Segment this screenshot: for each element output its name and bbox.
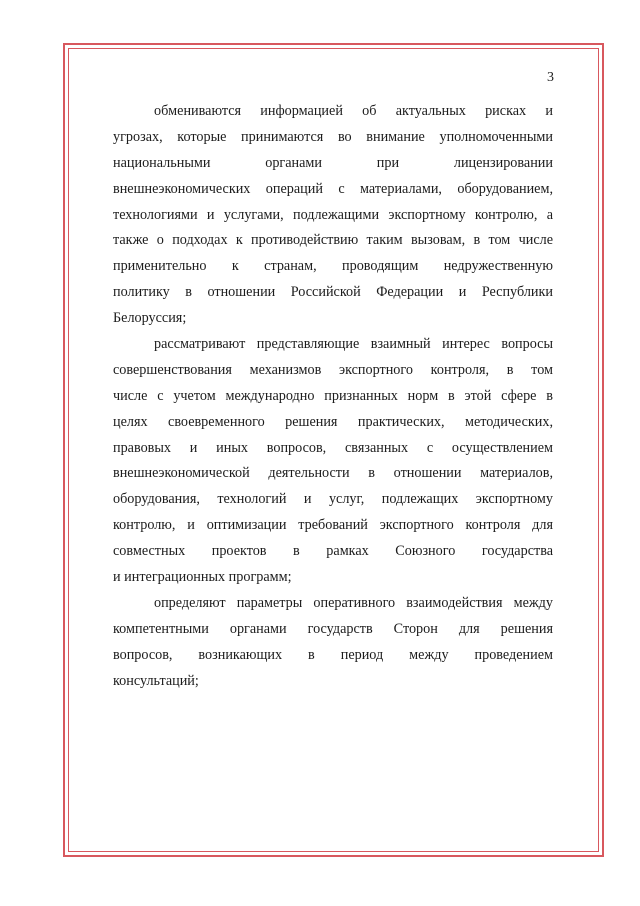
text-line: совершенствования механизмов экспортного контроля, в том	[113, 361, 553, 378]
text-line: консультаций;	[113, 672, 199, 689]
text-line: совместных проектов в рамках Союзного государства	[113, 543, 553, 560]
text-line: оборудования, технологий и услуг, подлежащих экспортному	[113, 491, 553, 508]
text-line: контролю, и оптимизации требований экспортного контроля для	[113, 517, 553, 534]
text-line: числе с учетом международно признанных норм в этой сфере в	[113, 387, 553, 404]
document-body	[113, 102, 553, 697]
page-number: 3	[547, 70, 554, 85]
text-line: рассматривают представляющие взаимный интерес вопросы	[154, 336, 553, 353]
text-line: политику в отношении Российской Федерации и Республики	[113, 284, 553, 301]
text-line: компетентными органами государств Сторон для решения	[113, 620, 553, 637]
text-line: внешнеэкономических операций с материалами, оборудованием,	[113, 180, 553, 197]
text-line: применительно к странам, проводящим недружественную	[113, 258, 553, 275]
text-line: также о подходах к противодействию таким вызовам, в том числе	[113, 232, 553, 249]
text-line: определяют параметры оперативного взаимодействия между	[154, 594, 553, 611]
text-line: внешнеэкономической деятельности в отношении материалов,	[113, 465, 553, 482]
text-line: обмениваются информацией об актуальных рисках и	[154, 103, 553, 119]
text-line: целях своевременного решения практических, методических,	[113, 413, 553, 430]
text-line: национальными органами при лицензировании	[113, 154, 553, 171]
text-line: угрозах, которые принимаются во внимание уполномоченными	[113, 128, 553, 145]
text-line: правовых и иных вопросов, связанных с осуществлением	[113, 439, 553, 456]
text-line: и интеграционных программ;	[113, 569, 292, 586]
text-line: Белоруссия;	[113, 310, 187, 327]
text-line: технологиями и услугами, подлежащими экспортному контролю, а	[113, 206, 553, 223]
text-line: вопросов, возникающих в период между проведением	[113, 646, 553, 663]
